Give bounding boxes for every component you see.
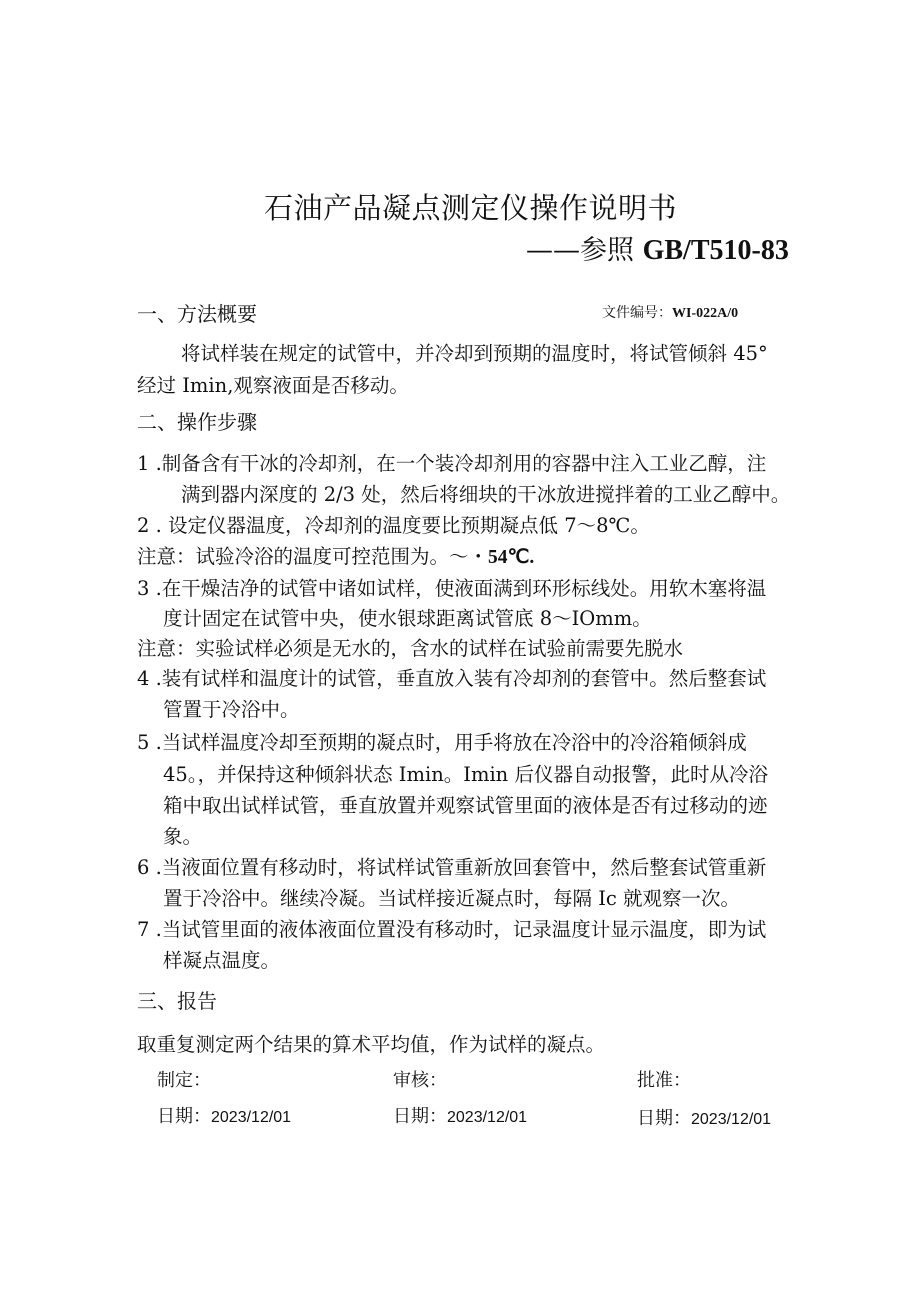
reference-prefix: ——参照: [526, 235, 643, 266]
method-line: 将试样装在规定的试管中，并冷却到预期的温度时，将试管倾斜 45°: [181, 342, 768, 365]
signature-reviewed: 审核：: [393, 1070, 447, 1091]
step-1-line: 满到器内深度的 2/3 处，然后将细块的干冰放进搅拌着的工业乙醇中。: [181, 483, 791, 506]
note-1-text: 注意：试验冷浴的温度可控范围为。～・: [137, 545, 489, 568]
date-value: 2023/12/01: [447, 1109, 528, 1126]
step-5-line: 箱中取出试样试管，垂直放置并观察试管里面的液体是否有过移动的迹: [163, 794, 768, 817]
step-3-line: 度计固定在试管中央，使水银球距离试管底 8～IOmm。: [163, 607, 652, 630]
step-5-line: 5 .当试样温度冷却至预期的凝点时，用手将放在冷浴中的冷浴箱倾斜成: [137, 731, 747, 754]
step-6-line: 6 .当液面位置有移动时，将试样试管重新放回套管中，然后整套试管重新: [137, 856, 767, 879]
signature-approved: 批准：: [637, 1070, 691, 1091]
step-2-line: 2 . 设定仪器温度，冷却剂的温度要比预期凝点低 7～8℃。: [137, 514, 650, 537]
section-heading-steps: 二、操作步骤: [137, 410, 257, 434]
step-7-line: 7 .当试管里面的液体液面位置没有移动时，记录温度计显示温度，即为试: [137, 918, 767, 941]
date-value: 2023/12/01: [691, 1111, 772, 1128]
step-5-line: 象。: [163, 825, 203, 848]
step-4-line: 管置于冷浴中。: [163, 698, 300, 721]
step-5-line: 45。，并保持这种倾斜状态 Imin。Imin 后仪器自动报警，此时从冷浴: [163, 763, 768, 786]
date-label: 日期：: [157, 1106, 211, 1127]
step-7-line: 样凝点温度。: [163, 949, 281, 972]
doc-number-value: WI-022A/0: [672, 306, 739, 321]
method-line: 经过 Imin,观察液面是否移动。: [137, 374, 409, 397]
date-reviewed: [393, 1102, 527, 1128]
section-heading-method: 一、方法概要: [137, 302, 257, 326]
note-2: 注意：实验试样必须是无水的，含水的试样在试验前需要先脱水: [137, 637, 684, 660]
note-1-temperature: 54℃.: [488, 547, 535, 568]
date-label: 日期：: [637, 1108, 691, 1129]
step-6-line: 置于冷浴中。继续冷凝。当试样接近凝点时，每隔 Ic 就观察一次。: [163, 887, 741, 910]
date-drafted: [157, 1102, 291, 1128]
step-1-line: 1 .制备含有干冰的冷却剂，在一个装冷却剂用的容器中注入工业乙醇，注: [137, 452, 767, 475]
doc-number-label: 文件编号：: [602, 305, 672, 321]
note-1: [137, 541, 534, 569]
standard-reference: [526, 228, 789, 267]
report-text: 取重复测定两个结果的算术平均值，作为试样的凝点。: [137, 1033, 606, 1056]
standard-code: GB/T510-83: [642, 235, 789, 266]
date-value: 2023/12/01: [211, 1109, 292, 1126]
section-heading-report: 三、报告: [137, 989, 217, 1013]
date-label: 日期：: [393, 1106, 447, 1127]
document-title: 石油产品凝点测定仪操作说明书: [264, 191, 678, 225]
doc-number: [602, 302, 738, 322]
step-3-line: 3 .在干燥洁净的试管中诸如试样，使液面满到环形标线处。用软木塞将温: [137, 577, 767, 600]
date-approved: [637, 1104, 771, 1130]
step-4-line: 4 .装有试样和温度计的试管，垂直放入装有冷却剂的套管中。然后整套试: [137, 667, 767, 690]
signature-drafted: 制定：: [157, 1070, 211, 1091]
